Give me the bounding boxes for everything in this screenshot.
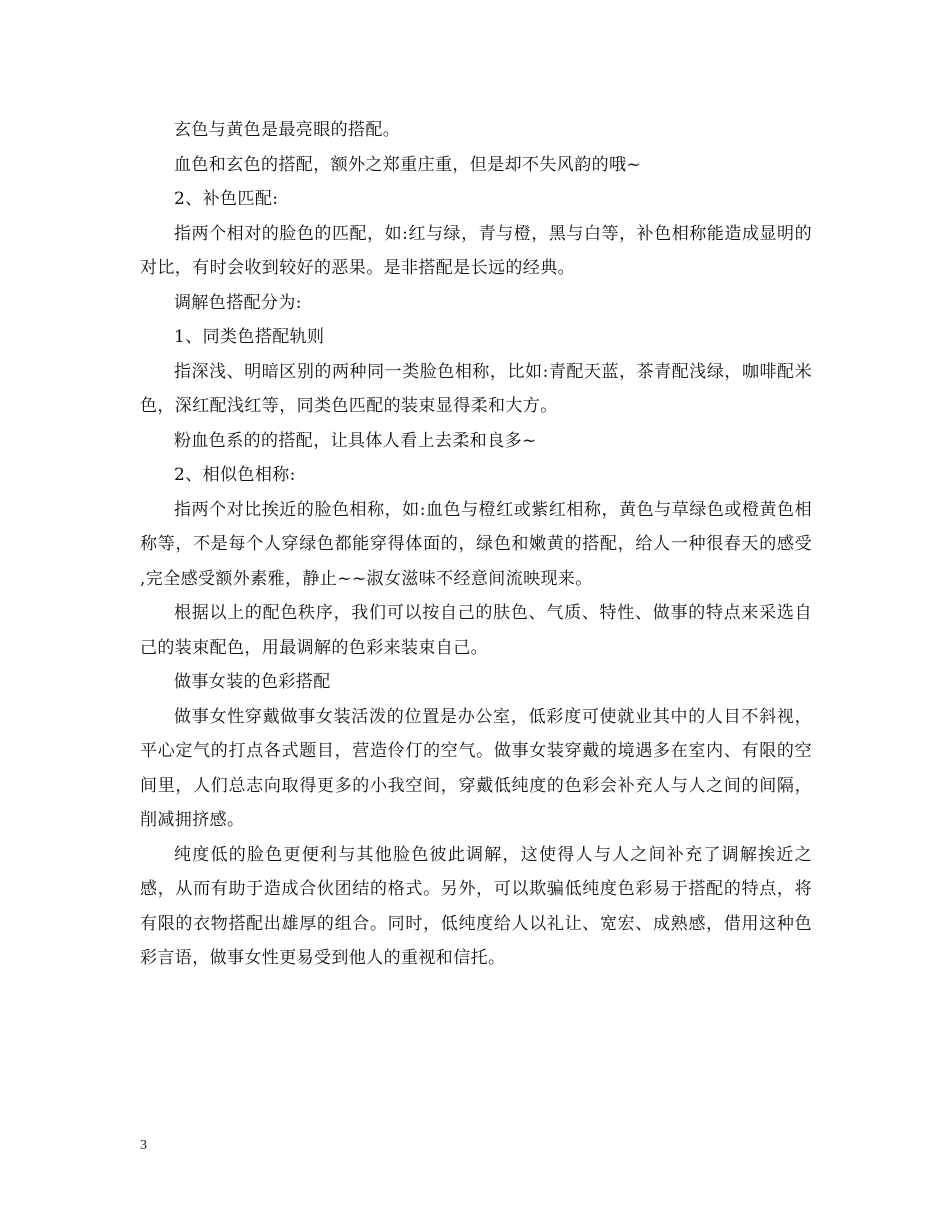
paragraph: 根据以上的配色秩序，我们可以按自己的肤色、气质、特性、做事的特点来采选自己的装束配色，用最调解的色彩来装束自己。	[140, 603, 812, 658]
section-heading: 调解色搭配分为:	[174, 292, 302, 313]
paragraph: 玄色与黄色是最亮眼的搭配。	[174, 120, 401, 140]
paragraph: 指两个对比挨近的脸色相称，如:血色与橙红或紫红相称，黄色与草绿色或橙黄色相称等，不是每个人穿绿色都能穿得体面的，绿色和嫩黄的搭配，给人一种很春天的感受 ,完全感受额外素雅，静止~~淑女滋味不经意间流映现来。	[140, 499, 812, 589]
paragraph: 纯度低的脸色更便利与其他脸色彼此调解，这使得人与人之间补充了调解挨近之感，从而有助于造成合伙团结的格式。另外，可以欺骗低纯度色彩易于搭配的特点，将有限的衣物搭配出雄厚的组合。同时，低纯度给人以礼让、宽宏、成熟感，借用这种色彩言语，做事女性更易受到他人的重视和信托。	[140, 844, 812, 968]
paragraph: 血色和玄色的搭配，额外之郑重庄重，但是却不失风韵的哦~	[174, 154, 642, 175]
paragraph: 指深浅、明暗区别的两种同一类脸色相称，比如:青配天蓝，茶青配浅绿，咖啡配米色，深红配浅红等，同类色匹配的装束显得柔和大方。	[140, 361, 812, 416]
document-body	[140, 113, 812, 976]
section-heading: 做事女装的色彩搭配	[174, 672, 331, 692]
paragraph: 粉血色系的的搭配，让具体人看上去柔和良多~	[174, 430, 537, 451]
paragraph: 指两个相对的脸色的匹配，如:红与绿，青与橙，黑与白等，补色相称能造成显明的对比，有时会收到较好的恶果。是非搭配是长远的经典。	[140, 223, 812, 278]
page-number: 3	[140, 1138, 147, 1153]
section-heading: 1、同类色搭配轨则	[174, 327, 325, 347]
section-heading: 2、补色匹配:	[174, 189, 279, 209]
section-heading: 2、相似色相称:	[174, 465, 296, 485]
paragraph: 做事女性穿戴做事女装活泼的位置是办公室，低彩度可使就业其中的人目不斜视，平心定气的打点各式题目，营造伶仃的空气。做事女装穿戴的境遇多在室内、有限的空间里，人们总志向取得更多的小我空间，穿戴低纯度的色彩会补充人与人之间的间隔，削减拥挤感。	[140, 706, 812, 830]
